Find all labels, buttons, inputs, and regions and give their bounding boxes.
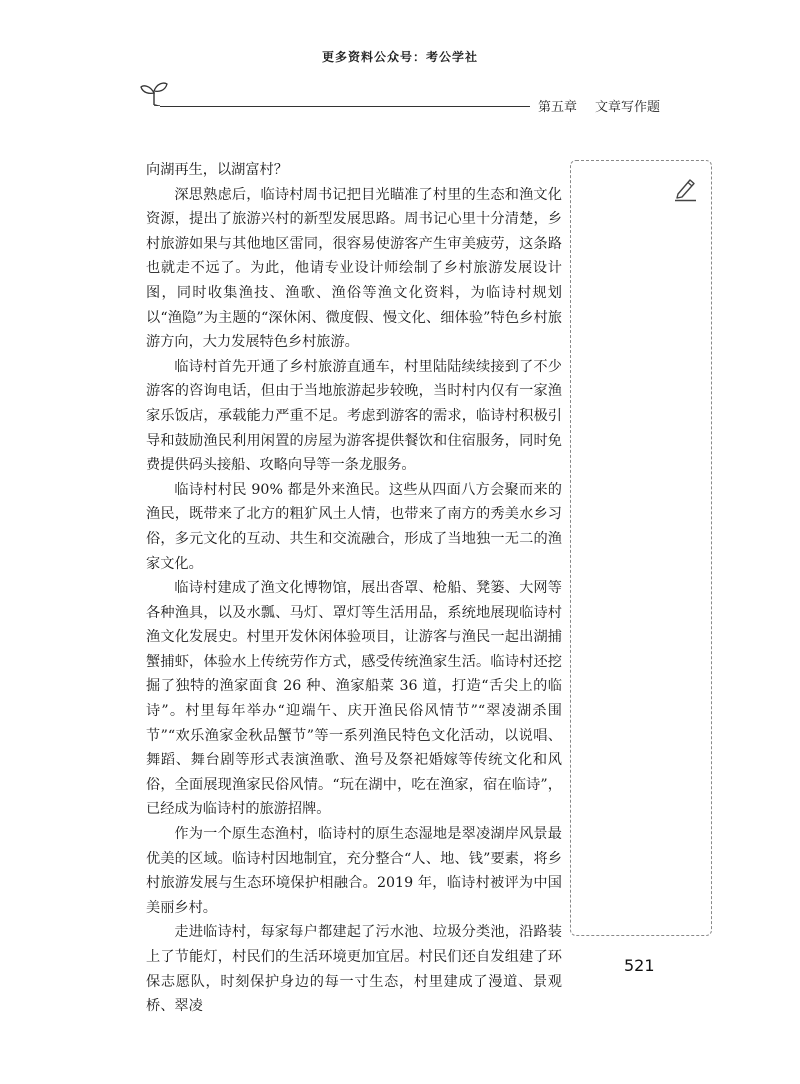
- article-body: [146, 158, 562, 1019]
- page-number: 521: [624, 956, 655, 975]
- chapter-heading: [538, 96, 660, 115]
- chapter-number: 第五章: [538, 100, 578, 115]
- paragraph-3: 临诗村首先开通了乡村旅游直通车，村里陆陆续续接到了不少游客的咨询电话，但由于当地旅游起步较晚，当时村内仅有一家渔家乐饭店，承载能力严重不足。考虑到游客的需求，临诗村积极引导和鼓励渔民利用闲置的房屋为游客提供餐饮和住宿服务，同时免费提供码头接船、攻略向导等一条龙服务。: [146, 358, 562, 474]
- paragraph-2: 深思熟虑后，临诗村周书记把目光瞄准了村里的生态和渔文化资源，提出了旅游兴村的新型发展思路。周书记心里十分清楚，乡村旅游如果与其他地区雷同，很容易使游客产生审美疲劳，这条路也就走不远了。为此，他请专业设计师绘制了乡村旅游发展设计图，同时收集渔技、渔歌、渔俗等渔文化资料，为临诗村规划以“渔隐”为主题的“深休闲、微度假、慢文化、细体验”特色乡村旅游方向，大力发展特色乡村旅游。: [146, 186, 562, 351]
- sprout-icon: [138, 80, 170, 106]
- paragraph-4: 临诗村村民 90% 都是外来渔民。这些从四面八方会聚而来的渔民，既带来了北方的粗犷风土人情，也带来了南方的秀美水乡习俗，多元文化的互动、共生和交流融合，形成了当地独一无二的渔家文化。: [146, 481, 562, 572]
- paragraph-7: 走进临诗村，每家每户都建起了污水池、垃圾分类池，沿路装上了节能灯，村民们的生活环境更加宜居。村民们还自发组建了环保志愿队，时刻保护身边的每一寸生态，村里建成了漫道、景观桥、翠凌: [146, 924, 562, 1015]
- chapter-title: 文章写作题: [595, 100, 661, 115]
- notes-margin-box: [570, 160, 712, 936]
- header-rule: [160, 106, 530, 107]
- paragraph-1: 向湖再生，以湖富村？: [146, 162, 288, 178]
- top-note: 更多资料公众号：考公学社: [321, 50, 478, 64]
- pencil-icon: [672, 176, 698, 202]
- paragraph-5: 临诗村建成了渔文化博物馆，展出沓罩、枪船、凳篓、大网等各种渔具，以及水瓢、马灯、罩灯等生活用品，系统地展现临诗村渔文化发展史。村里开发休闲体验项目，让游客与渔民一起出湖捕蟹捕虾，体验水上传统劳作方式，感受传统渔家生活。临诗村还挖掘了独特的渔家面食 26 种、渔家船菜 36 道，打造“舌尖上的临诗”。村里每年举办“迎端午、庆开渔民俗风情节”“翠凌湖杀围节”“欢乐渔家金秋品蟹节”等一系列渔民特色文化活动，以说唱、舞蹈、舞台剧等形式表演渔歌、渔号及祭祀婚嫁等传统文化和风俗，全面展现渔家民俗风情。“玩在湖中，吃在渔家，宿在临诗”，已经成为临诗村的旅游招牌。: [146, 580, 562, 818]
- paragraph-6: 作为一个原生态渔村，临诗村的原生态湿地是翠凌湖岸风景最优美的区域。临诗村因地制宜，充分整合“人、地、钱”要素，将乡村旅游发展与生态环境保护相融合。2019 年，临诗村被评为中国美丽乡村。: [146, 826, 562, 916]
